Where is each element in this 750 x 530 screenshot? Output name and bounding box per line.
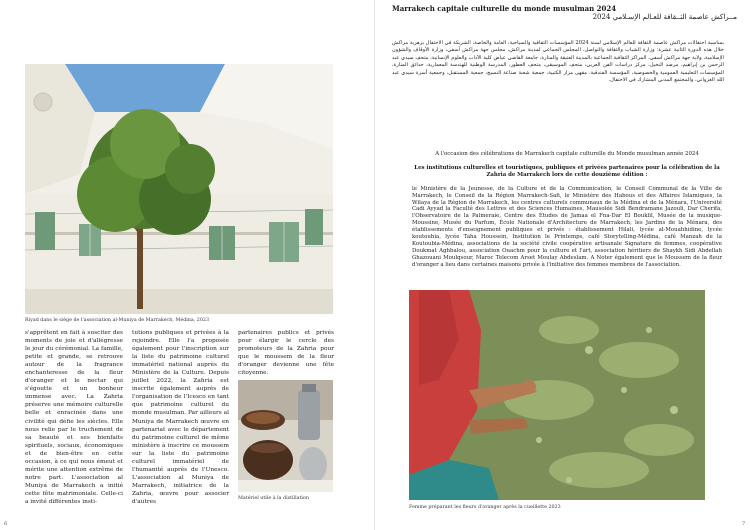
riad-courtyard-illustration [25, 64, 333, 314]
header-title-ar: مــراكش عاصمة الثــقافة للعـالم الإسـلامي 2024 [592, 13, 737, 21]
distillation-equipment-photo [238, 380, 333, 492]
partners-heading: Les institutions culturelles et touristiques, publiques et privées partenaires pour la célébration de la Zahria de Marrakech lors de cette douzième édition : [414, 164, 720, 178]
page-number-left: 6 [4, 521, 8, 527]
text-column-1: s'apprêtent en fait à susciter des moments de joie et d'allégresse le jour du cérémonial. La famille, petite et grande, se retrouve autour de la fragrance enchanteresse de la fleur d'oranger et le nectar qui s'égoutte et un bonheur immense avec. La Zahria préserve une mémoire culturelle belle et enracinée dans une civilité qui défie les siècles. Elle nous relie par le truchement de sa beauté et ses bienfaits spirituels, sociaux, économiques et de bien-être en cette occasion, à ce qui nous émeut et mérite une attention extrême de notre part. L'association al Muniya de Marrakech a initié cette fête matrimoniale. Celle-ci a invité différentes insti- [25, 330, 123, 505]
distillation-illustration [238, 380, 333, 492]
riad-courtyard-photo [25, 64, 333, 314]
photo-caption: Riyad dans le siège de l'association al-Muniya de Marrakech, Médina, 2023 [25, 318, 210, 323]
photo-caption-right: Femme préparant les fleurs d'oranger après la cueillette 2023 [409, 505, 561, 510]
orange-blossom-photo [409, 290, 705, 500]
running-header [392, 4, 737, 21]
woman-preparing-flowers-illustration [409, 290, 705, 500]
text-column-2: tutions publiques et privées à la rejoindre. Elle l'a proposée également pour l'inscription sur la liste du patrimoine culturel immatériel national auprès du Ministère de la Culture. Depuis juillet 2022, la Zahria est inscrite également auprès de l'organisation de l'Icesco en tant que patrimoine culturel du monde musulman. Par ailleurs al Muniya de Marrakech œuvre en partenariat avec le département du patrimoine culturel de même ministère à inscrire ce moussem sur la liste du patrimoine culturel immatériel de l'humanité auprès de l'Unesco. L'association al Muniya de Marrakech, initiatrice de la Zahria, œuvre pour associer d'autres [132, 330, 229, 505]
intro-line: A l'occasion des célébrations de Marrakech capitale culturelle du Monde musulman année 2024 [435, 151, 699, 157]
header-title-fr: Marrakech capitale culturelle du monde musulman 2024 [392, 4, 617, 13]
text-column-3: partenaires publics et privés pour élargir le cercle des promoteurs de la Zahria pour que le moussem de la fleur d'oranger devienne une fête citoyenne. [238, 330, 334, 377]
partners-body: le Ministère de la Jeunesse, de la Culture et de la Communication, le Conseil Communal de la Ville de Marrakech, le Conseil de la Région Marrakech-Safi, le Ministère des Habous et des Affaires Islamiques, la Wilaya de la Région de Marrakech, les centres culturels communaux de la Médina et de la Ménara, l'Université Cadi Ayyad la Faculté des Lettres et des Sciences Humaines, Mausolée Sidi Bendramane Jazouli, Dar Cherifa, l'Observatoire de la Palmeraie, Centre des Études de Jamaa el Fna-Dar El Bouklil, Musée de la musique-Moussine, Musée du Parfum, École Nationale d'Architecture de Marrakech, les Jardins de la Ménara, des établissements d'enseignement publiques et privés : établissement Hilali, lycée al-Mouahhidine, lycée koutoubia, lycée Taha Houssein, Institution le Printemps, café Storytelling-Médina, café Manzah de la Koutoubia-Médina, associations de la société civile coopérative artisanale Signature de femmes, coopérative Doukmat Aghbalou, association Ouachm pour la culture et l'art, association héritiers de Shaykh Sidi Abdellah Ghazouani Moulqsour, Maroc Telecom Arset Moulay Abdeslam. A Noter également que le Moussem de la fleur d'oranger a lieu dans certaines maisons privée à l'initiative des femmes membres de l'association. [412, 185, 722, 268]
page-number-right: 7 [742, 521, 746, 527]
arabic-partners-text: بمناسبة احتفالات مراكش عاصمة الثقافة للعالم الإسلامي لسنة 2024 المؤسسات الثقافية والسياحية، العامة والخاصة، الشريكة في الاحتفال بزهرية مراكش خلال هذه الدورة الثانية عشرة: وزارة الشباب والثقافة والتواصل، المجلس الجماعي لمدينة مراكش، مجلس جهة مراكش آسفي، وزارة الأوقاف والشؤون الإسلامية، ولاية جهة مراكش آسفي، المراكز الثقافية الجماعية بالمدينة العتيقة والمنارة، جامعة القاضي عياض كلية الآداب والعلوم الإنسانية، متحف سيدي عبد الرحمن بن إبراهيم، مرصد النخيل، مركز دراسات الفن العربي، متحف الموسيقى، متحف العطور، المدرسة الوطنية للهندسة المعمارية، حدائق المنارة، المؤسسات التعليمية العمومية والخصوصية، المؤسسة الفندقية، مقهى مزار الكتبية، جمعية شعبة صناعة النسيج، جمعية المستقبل، وجمعية أسرة سيدي عبد الله الغزواني، والمجتمع المدني المشارك في الاحتفال. [392, 40, 724, 84]
french-partners-text [412, 151, 722, 276]
distillation-caption: Matériel utile à la distillation [238, 496, 309, 501]
